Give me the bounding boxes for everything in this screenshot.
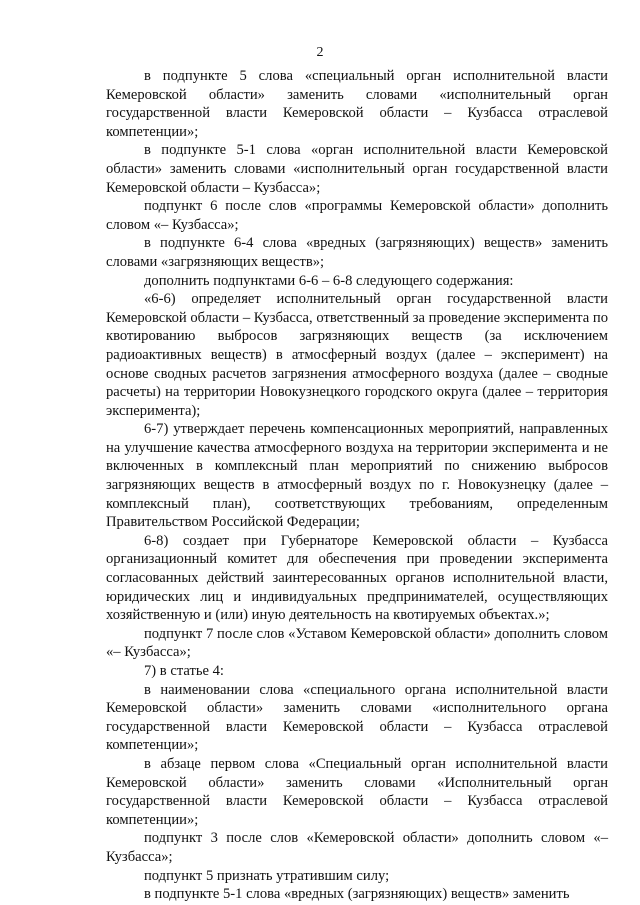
paragraph: в наименовании слова «специального органа исполнительной власти Кемеровской области» заменить словами «исполнительного органа государственной власти Кемеровской области – Кузбасса отраслевой компетенции»; (106, 681, 608, 754)
paragraph: в подпункте 5 слова «специальный орган исполнительной власти Кемеровской области» заменить словами «исполнительный орган государственной власти Кемеровской области – Кузбасса отраслевой компетенции»; (106, 68, 608, 140)
paragraph: 6-8) создает при Губернаторе Кемеровской области – Кузбасса организационный комитет для обеспечения при проведении эксперимента согласованных действий заинтересованных органов исполнительной власти, юридических лиц и индивидуальных предпринимателей, осуществляющих хозяйственную и (или) иную деятельность на квотируемых объектах.»; (106, 532, 608, 624)
paragraph: дополнить подпунктами 6-6 – 6-8 следующего содержания: (144, 272, 514, 289)
page-number: 2 (316, 45, 324, 60)
paragraph: подпункт 5 признать утратившим силу; (144, 867, 390, 884)
paragraph: «6-6) определяет исполнительный орган государственной власти Кемеровской области – Кузбасса, ответственный за проведение эксперимента по квотированию выбросов загрязняющих веществ (за исключением радиоактивных веществ) в атмосферный воздух (далее – эксперимент) на основе сводных расчетов загрязнения атмосферного воздуха (далее – сводные расчеты) на территории Новокузнецкого городского округа (далее – территория эксперимента); (106, 291, 608, 419)
paragraph: 6-7) утверждает перечень компенсационных мероприятий, направленных на улучшение качества атмосферного воздуха на территории эксперимента и не включенных в комплексный план мероприятий по снижению выбросов загрязняющих веществ в атмосферный воздух по г. Новокузнецку (далее – комплексный план), соответствующих требованиям, определенным Правительством Российской Федерации; (106, 421, 608, 531)
paragraph: подпункт 6 после слов «программы Кемеровской области» дополнить словом «– Кузбасса»; (106, 198, 608, 233)
paragraph: в абзаце первом слова «Специальный орган исполнительной власти Кемеровской области» заменить словами «Исполнительный орган государственной власти Кемеровской области – Кузбасса отраслевой компетенции»; (106, 755, 608, 828)
paragraph: подпункт 3 после слов «Кемеровской области» дополнить словом «– Кузбасса»; (106, 830, 608, 865)
paragraph: в подпункте 5-1 слова «вредных (загрязняющих) веществ» заменить (144, 886, 570, 903)
document-body (106, 67, 608, 904)
paragraph: 7) в статье 4: (144, 663, 224, 679)
paragraph: в подпункте 6-4 слова «вредных (загрязняющих) веществ» заменить словами «загрязняющих веществ»; (106, 235, 608, 270)
paragraph: в подпункте 5-1 слова «орган исполнительной власти Кемеровской области» заменить словами «исполнительный орган государственной власти Кемеровской области – Кузбасса»; (106, 142, 608, 196)
paragraph: подпункт 7 после слов «Уставом Кемеровской области» дополнить словом «– Кузбасса»; (106, 625, 608, 661)
